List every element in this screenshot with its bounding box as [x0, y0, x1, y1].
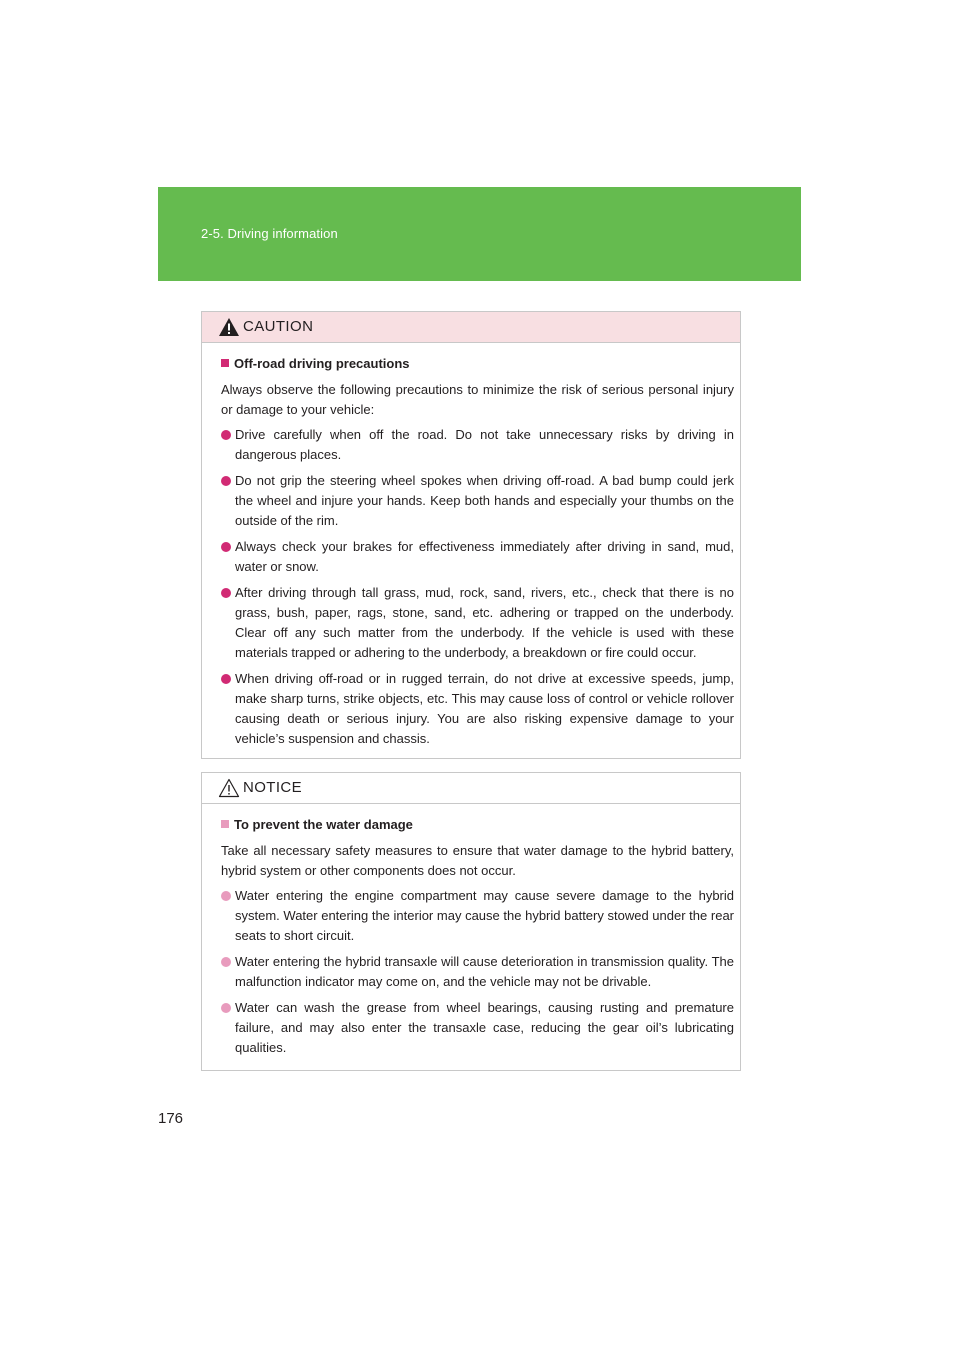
warning-triangle-icon — [218, 317, 240, 337]
notice-label: NOTICE — [243, 779, 303, 796]
list-item — [220, 669, 734, 749]
circle-bullet-icon — [221, 430, 231, 440]
list-item — [220, 998, 734, 1058]
list-item-text: Always check your brakes for effectiveness immediately after driving in sand, mud, water or snow. — [235, 539, 734, 574]
square-bullet-icon — [221, 359, 229, 367]
list-item-text: Do not grip the steering wheel spokes when driving off-road. A bad bump could jerk the wheel and injure your hands. Keep both hands and especially your thumbs on the outside of the rim. — [235, 473, 734, 528]
notice-body — [202, 804, 740, 1058]
list-item-text: After driving through tall grass, mud, rock, sand, rivers, etc., check that there is no grass, bush, paper, rags, stone, sand, etc. adhering or trapped on the underbody. Clear off any such matter from the underbody. If the vehicle is used with these materials trapped or adhering to the underbody, a breakdown or fire could occur. — [235, 585, 734, 660]
list-item-text: Drive carefully when off the road. Do not take unnecessary risks by driving in dangerous places. — [235, 427, 734, 462]
caution-body — [202, 343, 740, 749]
notice-header — [202, 773, 740, 804]
list-item — [220, 537, 734, 577]
warning-triangle-outline-icon — [218, 778, 240, 798]
caution-topic-text: Off-road driving precautions — [234, 356, 410, 371]
caution-header — [202, 312, 740, 343]
caution-box — [201, 311, 741, 759]
notice-list — [220, 886, 734, 1058]
notice-topic-text: To prevent the water damage — [234, 817, 413, 832]
circle-bullet-icon — [221, 542, 231, 552]
caution-list — [220, 425, 734, 749]
list-item-text: Water entering the hybrid transaxle will cause deterioration in transmission quality. The malfunction indicator may come on, and the vehicle may not be drivable. — [235, 954, 734, 989]
list-item — [220, 952, 734, 992]
circle-bullet-icon — [221, 1003, 231, 1013]
list-item — [220, 471, 734, 531]
circle-bullet-icon — [221, 476, 231, 486]
circle-bullet-icon — [221, 674, 231, 684]
circle-bullet-icon — [221, 891, 231, 901]
caution-intro: Always observe the following precautions to minimize the risk of serious personal injury or damage to your vehicle: — [221, 382, 734, 417]
section-title: 2-5. Driving information — [201, 226, 338, 241]
notice-box — [201, 772, 741, 1071]
notice-intro: Take all necessary safety measures to ensure that water damage to the hybrid battery, hybrid system or other components does not occur. — [221, 843, 734, 878]
list-item-text: Water entering the engine compartment may cause severe damage to the hybrid system. Water entering the interior may cause the hybrid battery stowed under the rear seats to short circuit. — [235, 888, 734, 943]
list-item — [220, 583, 734, 663]
circle-bullet-icon — [221, 957, 231, 967]
list-item — [220, 425, 734, 465]
list-item — [220, 886, 734, 946]
page-number: 176 — [158, 1110, 184, 1127]
list-item-text: Water can wash the grease from wheel bearings, causing rusting and premature failure, and may also enter the transaxle case, reducing the gear oil’s lubricating qualities. — [235, 1000, 734, 1055]
list-item-text: When driving off-road or in rugged terrain, do not drive at excessive speeds, jump, make sharp turns, strike objects, etc. This may cause loss of control or vehicle rollover causing death or serious injury. You are also risking expensive damage to your vehicle’s suspension and chassis. — [235, 671, 734, 746]
caution-topic — [220, 354, 734, 374]
caution-label: CAUTION — [243, 318, 314, 335]
circle-bullet-icon — [221, 588, 231, 598]
section-header-band — [158, 187, 801, 281]
notice-topic — [220, 815, 734, 835]
square-bullet-icon — [221, 820, 229, 828]
